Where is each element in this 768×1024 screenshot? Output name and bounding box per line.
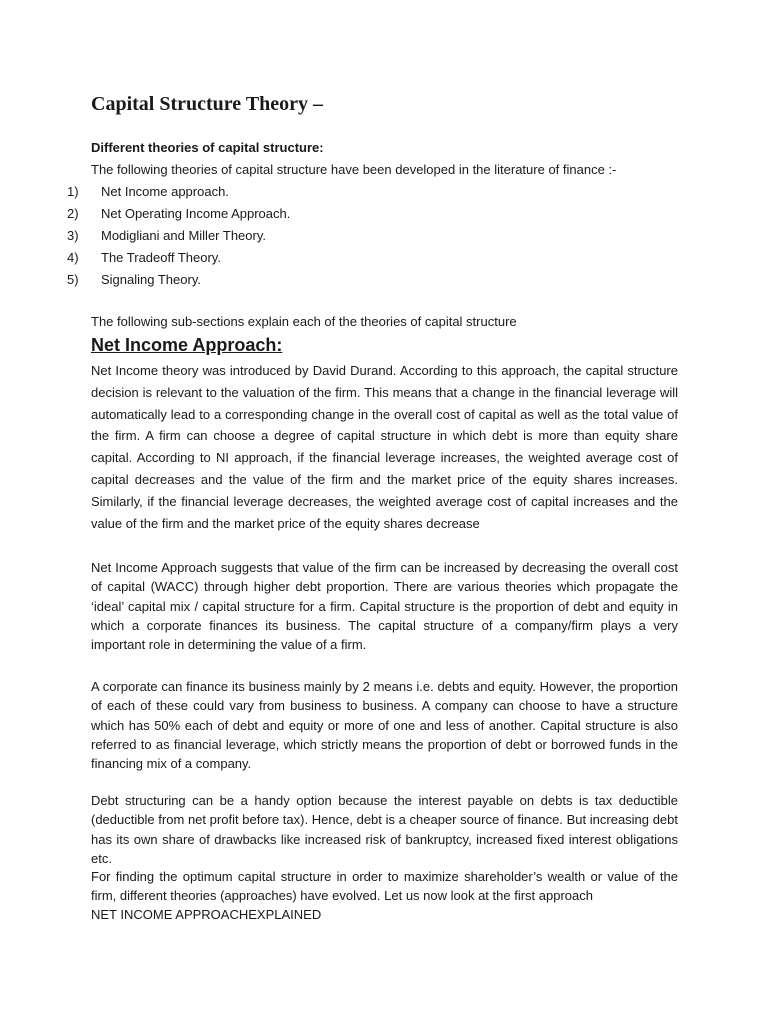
paragraph-ni-suggests: Net Income Approach suggests that value of the firm can be increased by decreasing the overall cost of capital (WACC) through higher debt proportion. There are various theories which propagate the ‘ideal’ capital mix / capital structure for a firm. Capital structure is the proportion of debt and equity in which a corporate finances its business. The capital structure of a company/firm plays a very important role in determining the value of a firm.	[91, 560, 678, 653]
list-item-text: Net Operating Income Approach.	[101, 206, 291, 221]
paragraph-debt-structuring: Debt structuring can be a handy option because the interest payable on debts is tax deductible (deductible from net profit before tax). Hence, debt is a cheaper source of finance. But increasing debt has its own share of drawbacks like increased risk of bankruptcy, increased fixed interest obligations etc.	[91, 793, 678, 866]
list-item-text: The Tradeoff Theory.	[101, 250, 221, 265]
list-item-number: 5)	[67, 272, 79, 287]
final-heading-line: NET INCOME APPROACHEXPLAINED	[91, 907, 322, 922]
document-title: Capital Structure Theory –	[91, 93, 324, 115]
list-item-number: 1)	[67, 184, 79, 199]
paragraph-finance-means: A corporate can finance its business mainly by 2 means i.e. debts and equity. However, the proportion of each of these could vary from business to business. A company can choose to have a structure which has 50% each of debt and equity or more of one and less of another. Capital structure is also referred to as financial leverage, which strictly means the proportion of debt or borrowed funds in the financing mix of a company.	[91, 679, 678, 772]
theories-intro: The following theories of capital structure have been developed in the literature of finance :-	[91, 162, 617, 177]
list-item-text: Signaling Theory.	[101, 272, 201, 287]
list-item-number: 2)	[67, 206, 79, 221]
paragraph-ni-theory: Net Income theory was introduced by David Durand. According to this approach, the capital structure decision is relevant to the valuation of the firm. This means that a change in the financial leverage will automatically lead to a corresponding change in the overall cost of capital as well as the total value of the firm. A firm can choose a degree of capital structure in which debt is more than equity share capital. According to NI approach, if the financial leverage increases, the weighted average cost of capital decreases and the value of the firm and the market price of the equity shares increases. Similarly, if the financial leverage decreases, the weighted average cost of capital increases and the value of the firm and the market price of the equity shares decrease	[91, 363, 678, 531]
paragraph-optimum-structure: For finding the optimum capital structure in order to maximize shareholder’s wealth or value of the firm, different theories (approaches) have evolved. Let us now look at the first approach	[91, 869, 678, 904]
list-item-text: Net Income approach.	[101, 184, 229, 199]
subsections-note: The following sub-sections explain each of the theories of capital structure	[91, 314, 517, 329]
theories-subheading: Different theories of capital structure:	[91, 140, 324, 155]
list-item-text: Modigliani and Miller Theory.	[101, 228, 266, 243]
section-heading-net-income: Net Income Approach:	[91, 335, 283, 355]
list-item-number: 3)	[67, 228, 79, 243]
list-item-number: 4)	[67, 250, 79, 265]
